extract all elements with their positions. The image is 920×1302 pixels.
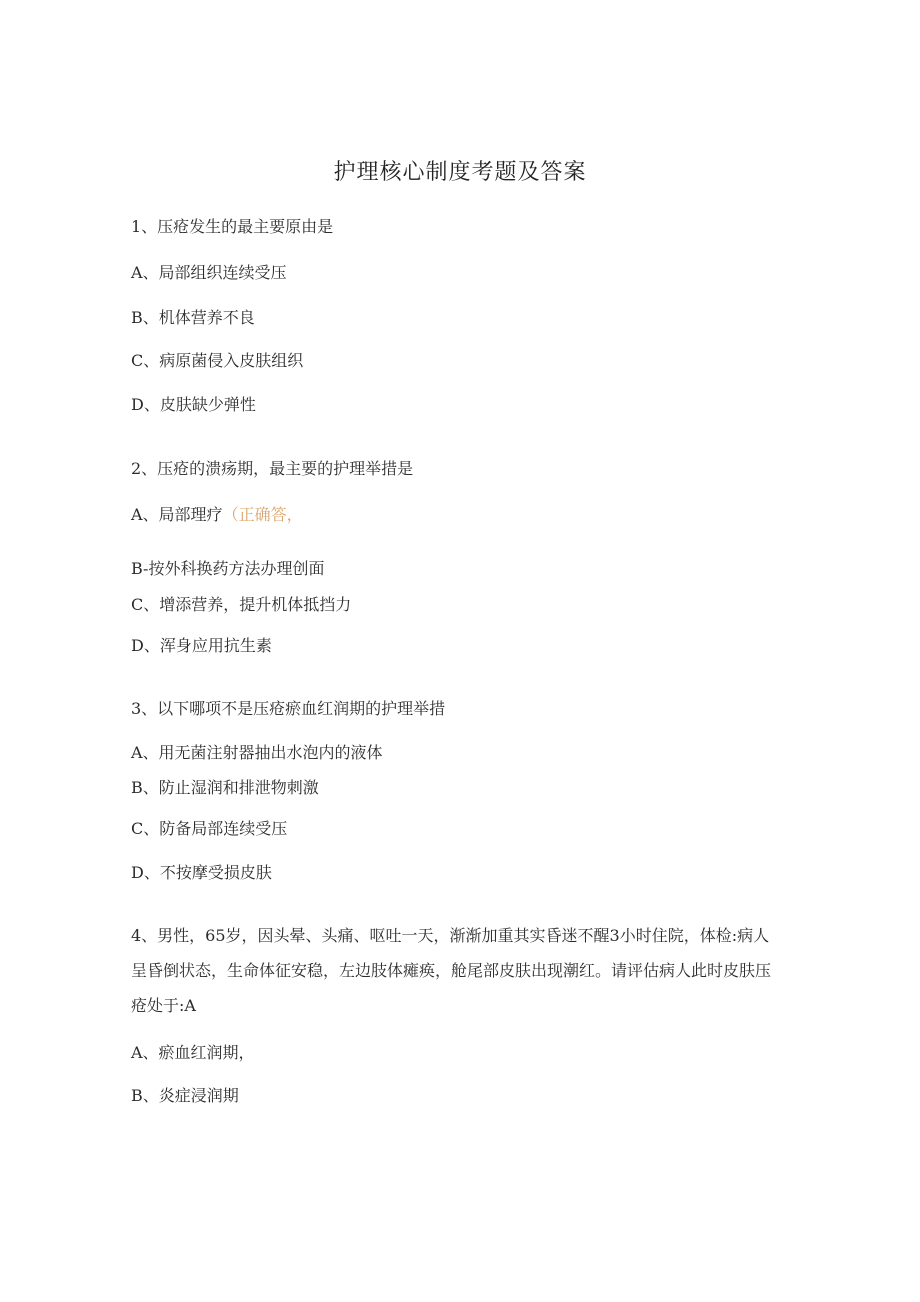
question-4-stem: 4、男性，65岁，因头晕、头痛、呕吐一天，渐渐加重其实昏迷不醒3小时住院，体检:病人呈昏倒状态，生命体征安稳，左边肢体瘫痪，舱尾部皮肤出现潮红。请评估病人此时皮肤压疮处于:A xyxy=(131,926,772,1015)
question-3-option-a: A、用无菌注射器抽出水泡内的液体 xyxy=(131,743,383,762)
question-4-option-b: B、炎症浸润期 xyxy=(131,1086,239,1105)
question-2-stem: 2、压疮的溃疡期，最主要的护理举措是 xyxy=(131,459,414,478)
question-2-answer-note: （正确答， xyxy=(222,505,303,524)
question-1-option-c: C、病原菌侵入皮肤组织 xyxy=(131,351,304,370)
question-1-option-d: D、皮肤缺少弹性 xyxy=(131,395,256,414)
question-2-option-b: B-按外科换药方法办理创面 xyxy=(131,559,325,578)
question-2-option-d: D、浑身应用抗生素 xyxy=(131,636,272,655)
question-2-option-c: C、增添营养，提升机体抵挡力 xyxy=(131,595,352,614)
question-2-option-a-line xyxy=(131,504,303,526)
question-3-stem: 3、以下哪项不是压疮瘀血红润期的护理举措 xyxy=(131,699,446,718)
question-4-option-a: A、瘀血红润期， xyxy=(131,1043,255,1062)
question-3-option-d: D、不按摩受损皮肤 xyxy=(131,863,272,882)
question-2-option-a: A、局部理疗 xyxy=(131,505,223,524)
question-1-option-b: B、机体营养不良 xyxy=(131,308,255,327)
question-3-option-c: C、防备局部连续受压 xyxy=(131,819,288,838)
question-1-option-a: A、局部组织连续受压 xyxy=(131,263,287,282)
document-title: 护理核心制度考题及答案 xyxy=(333,160,587,185)
question-3-option-b: B、防止湿润和排泄物刺激 xyxy=(131,778,319,797)
question-1-stem: 1、压疮发生的最主要原由是 xyxy=(131,217,334,236)
